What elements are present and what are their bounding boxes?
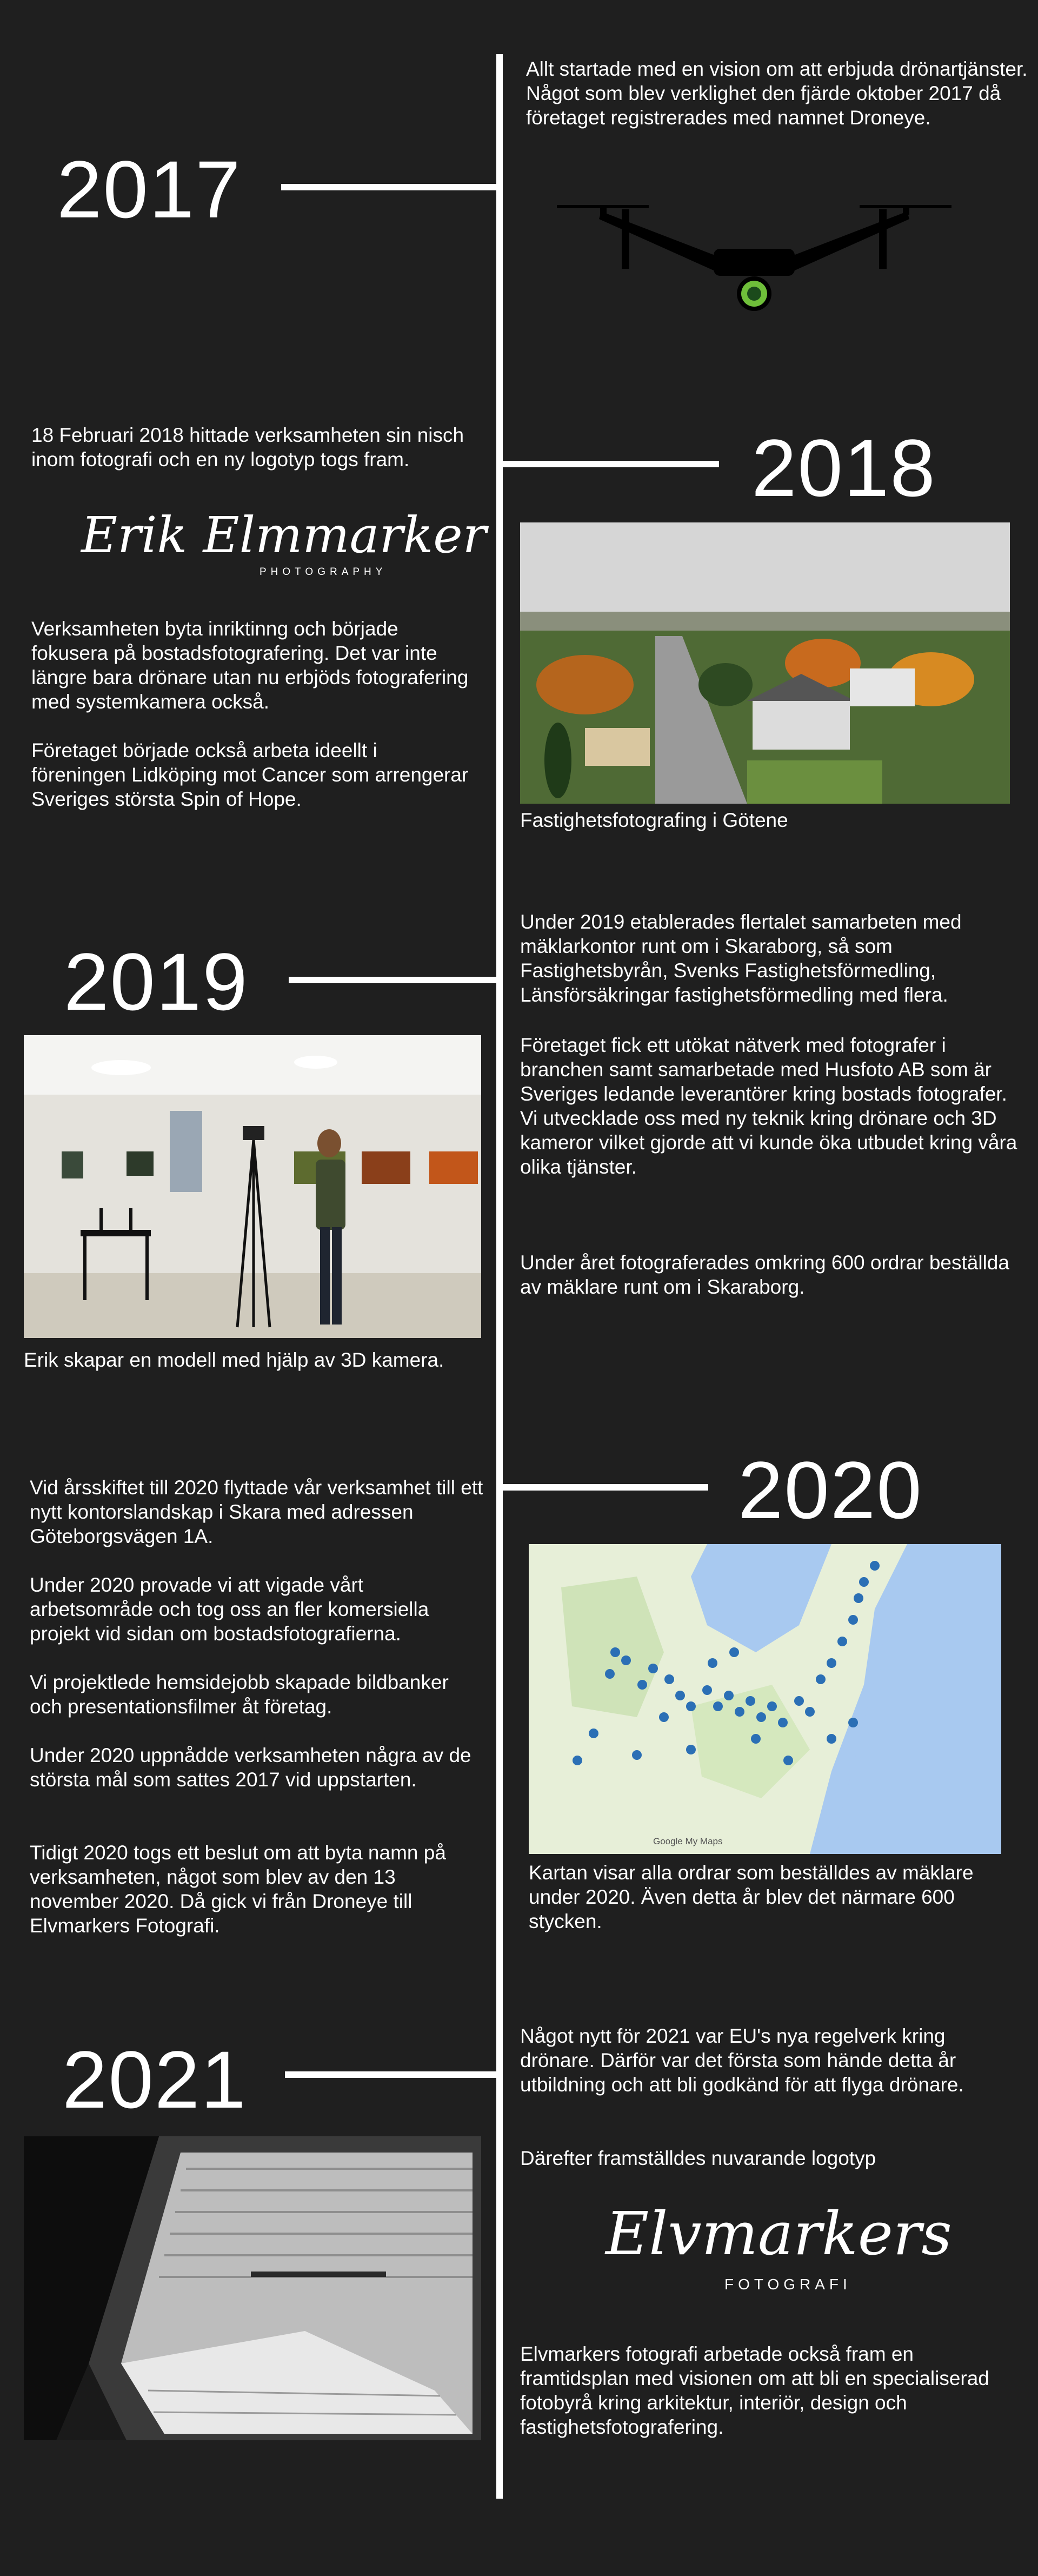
p3-2020: Vi projektlede hemsidejobb skapade bildbanker och presentationsfilmer åt företag.: [30, 1671, 449, 1718]
p1-2019: Under 2019 etablerades flertalet samarbeten med mäklarkontor runt om i Skaraborg, så som Fastighetsbyrån, Svenks Fastighetsförmedling, Länsförsäkringar fastighetsförmedling med flera.: [520, 911, 962, 1006]
house-aerial-photo: [520, 522, 1010, 804]
connector-2018: [503, 461, 719, 467]
p2-2018: Företaget började också arbeta ideellt i föreningen Lidköping mot Cancer som arrengerar Sveriges största Spin of Hope.: [31, 739, 469, 810]
connector-2019: [289, 977, 498, 983]
p1-2020: Vid årsskiftet till 2020 flyttade vår verksamhet till ett nytt kontorslandskap i Skara med adressen Göteborgsvägen 1A.: [30, 1476, 483, 1547]
caption-2019: Erik skapar en modell med hjälp av 3D kamera.: [24, 1349, 444, 1371]
logo-script-2018: Erik Elmmarker: [81, 506, 487, 564]
connector-2021: [285, 2071, 498, 2078]
year-2018: 2018: [751, 422, 936, 513]
year-2017: 2017: [57, 144, 242, 235]
p3-2019: Vi utvecklade oss med ny teknik kring drönare och 3D kameror vilket gjorde att vi kunde öka utbudet kring våra olika tjänster.: [520, 1107, 1017, 1178]
connector-2020: [503, 1484, 708, 1491]
p2-2020: Under 2020 provade vi att vigade vårt arbetsområde och tog oss an fler komersiella projekt vid sidan om bostadsfotografierna.: [30, 1574, 429, 1645]
elvmarkers-logo: [600, 2196, 952, 2304]
caption-2020: Kartan visar alla ordrar som beställdes av mäklare under 2020. Även detta år blev det närmare 600 stycken.: [529, 1862, 974, 1932]
p3-2021: Elvmarkers fotografi arbetade också fram en framtidsplan med visionen om att bli en specialiserad fotobyrå kring arkitektur, interiör, design och fastighetsfotografering.: [520, 2343, 989, 2438]
year-2020: 2020: [738, 1445, 923, 1535]
p4-2019: Under året fotograferades omkring 600 ordrar beställda av mäklare runt om i Skaraborg.: [520, 1251, 1009, 1298]
photography-logo: [81, 506, 487, 592]
p5-2020: Tidigt 2020 togs ett beslut om att byta namn på verksamheten, något som blev av den 13 november 2020. Då gick vi från Droneye till Elvmarkers Fotografi.: [30, 1842, 446, 1937]
p4-2020: Under 2020 uppnådde verksamheten några av de största mål som sattes 2017 vid uppstarten.: [30, 1744, 471, 1791]
year-2019: 2019: [64, 936, 249, 1027]
timeline-spine: [496, 54, 503, 2499]
stairwell-photo: [24, 2136, 481, 2440]
p1-2021: Något nytt för 2021 var EU's nya regelverk kring drönare. Därför var det första som hände detta år utbildning och att bli godkänd för att flyga drönare.: [520, 2025, 964, 2096]
p2-2021: Därefter framställdes nuvarande logotyp: [520, 2147, 876, 2169]
caption-2018: Fastighetsfotografing i Götene: [520, 809, 788, 831]
gallery-3d-camera-photo: [24, 1035, 481, 1338]
drone-icon: [557, 197, 952, 316]
text-2017: Allt startade med en vision om att erbjuda drönartjänster. Något som blev verklighet den fjärde oktober 2017 då företaget registrerades med namnet Droneye.: [526, 58, 1028, 129]
year-2021: 2021: [62, 2034, 247, 2125]
map-credit: Google My Maps: [653, 1836, 723, 1846]
p1-2018: Verksamheten byta inriktinng och började fokusera på bostadsfotografering. Det var inte längre bara drönare utan nu erbjöds fotografering med systemkamera också.: [31, 618, 469, 713]
connector-2017: [281, 184, 498, 190]
logo-script-2021: Elvmarkers: [606, 2199, 952, 2268]
logo-sub-2021: FOTOGRAFI: [724, 2276, 851, 2293]
orders-map: [529, 1544, 1001, 1854]
intro-2018: 18 Februari 2018 hittade verksamheten sin nisch inom fotografi och en ny logotyp togs fram.: [31, 424, 464, 471]
logo-sub-2018: PHOTOGRAPHY: [260, 566, 387, 578]
p2-2019: Företaget fick ett utökat nätverk med fotografer i branchen samt samarbetade med Husfoto AB som är Sveriges ledande leverantörer kring bostads fotografer.: [520, 1034, 1007, 1105]
